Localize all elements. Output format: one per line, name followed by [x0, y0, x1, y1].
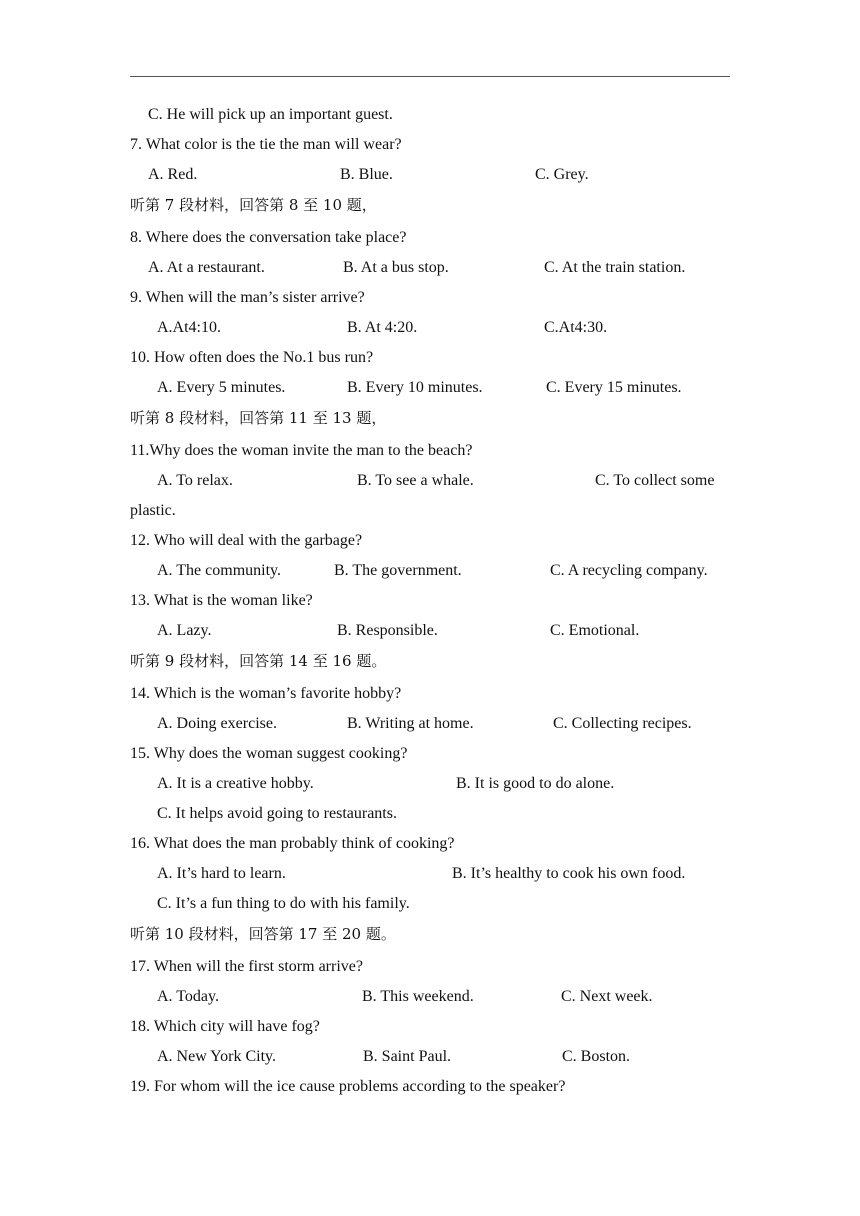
- option-11c-continued: plastic.: [130, 502, 176, 519]
- question-19: 19. For whom will the ice cause problems according to the speaker?: [130, 1078, 566, 1095]
- option-16a: A. It’s hard to learn.: [157, 865, 286, 882]
- option-7c: C. Grey.: [535, 166, 589, 183]
- option-18c: C. Boston.: [562, 1048, 631, 1065]
- question-9: 9. When will the man’s sister arrive?: [130, 289, 365, 306]
- question-11: 11.Why does the woman invite the man to the beach?: [130, 442, 473, 459]
- section-8-instruction: 听第 8 段材料，回答第 11 至 13 题，: [130, 409, 387, 427]
- option-11a: A. To relax.: [157, 472, 233, 489]
- question-14: 14. Which is the woman’s favorite hobby?: [130, 685, 402, 702]
- question-7: 7. What color is the tie the man will wear?: [130, 136, 402, 153]
- option-11b: B. To see a whale.: [357, 472, 474, 489]
- question-16: 16. What does the man probably think of cooking?: [130, 835, 455, 852]
- option-15a: A. It is a creative hobby.: [157, 775, 314, 792]
- option-9c: C.At4:30.: [544, 319, 608, 336]
- question-12: 12. Who will deal with the garbage?: [130, 532, 363, 549]
- option-10c: C. Every 15 minutes.: [546, 379, 682, 396]
- option-9a: A.At4:10.: [157, 319, 221, 336]
- option-13c: C. Emotional.: [550, 622, 640, 639]
- option-18a: A. New York City.: [157, 1048, 276, 1065]
- header-rule: [130, 76, 730, 77]
- section-9-instruction: 听第 9 段材料，回答第 14 至 16 题。: [130, 652, 387, 670]
- option-14b: B. Writing at home.: [347, 715, 474, 732]
- question-8: 8. Where does the conversation take place?: [130, 229, 407, 246]
- option-16c: C. It’s a fun thing to do with his family.: [157, 895, 410, 912]
- option-9b: B. At 4:20.: [347, 319, 418, 336]
- option-16b: B. It’s healthy to cook his own food.: [452, 865, 686, 882]
- question-18: 18. Which city will have fog?: [130, 1018, 320, 1035]
- option-8c: C. At the train station.: [544, 259, 686, 276]
- question-15: 15. Why does the woman suggest cooking?: [130, 745, 408, 762]
- option-10a: A. Every 5 minutes.: [157, 379, 286, 396]
- question-13: 13. What is the woman like?: [130, 592, 313, 609]
- option-14c: C. Collecting recipes.: [553, 715, 692, 732]
- section-10-instruction: 听第 10 段材料，回答第 17 至 20 题。: [130, 925, 396, 943]
- option-17c: C. Next week.: [561, 988, 653, 1005]
- option-17a: A. Today.: [157, 988, 219, 1005]
- option-14a: A. Doing exercise.: [157, 715, 277, 732]
- option-10b: B. Every 10 minutes.: [347, 379, 483, 396]
- option-15c: C. It helps avoid going to restaurants.: [157, 805, 397, 822]
- option-6c: C. He will pick up an important guest.: [148, 106, 393, 123]
- option-17b: B. This weekend.: [362, 988, 474, 1005]
- option-8b: B. At a bus stop.: [343, 259, 449, 276]
- option-13a: A. Lazy.: [157, 622, 212, 639]
- option-13b: B. Responsible.: [337, 622, 438, 639]
- option-7a: A. Red.: [148, 166, 198, 183]
- question-17: 17. When will the first storm arrive?: [130, 958, 363, 975]
- option-8a: A. At a restaurant.: [148, 259, 265, 276]
- question-10: 10. How often does the No.1 bus run?: [130, 349, 374, 366]
- option-12b: B. The government.: [334, 562, 462, 579]
- option-12a: A. The community.: [157, 562, 281, 579]
- option-15b: B. It is good to do alone.: [456, 775, 615, 792]
- option-7b: B. Blue.: [340, 166, 393, 183]
- option-18b: B. Saint Paul.: [363, 1048, 452, 1065]
- section-7-instruction: 听第 7 段材料，回答第 8 至 10 题，: [130, 196, 377, 214]
- option-11c: C. To collect some: [595, 472, 715, 489]
- option-12c: C. A recycling company.: [550, 562, 708, 579]
